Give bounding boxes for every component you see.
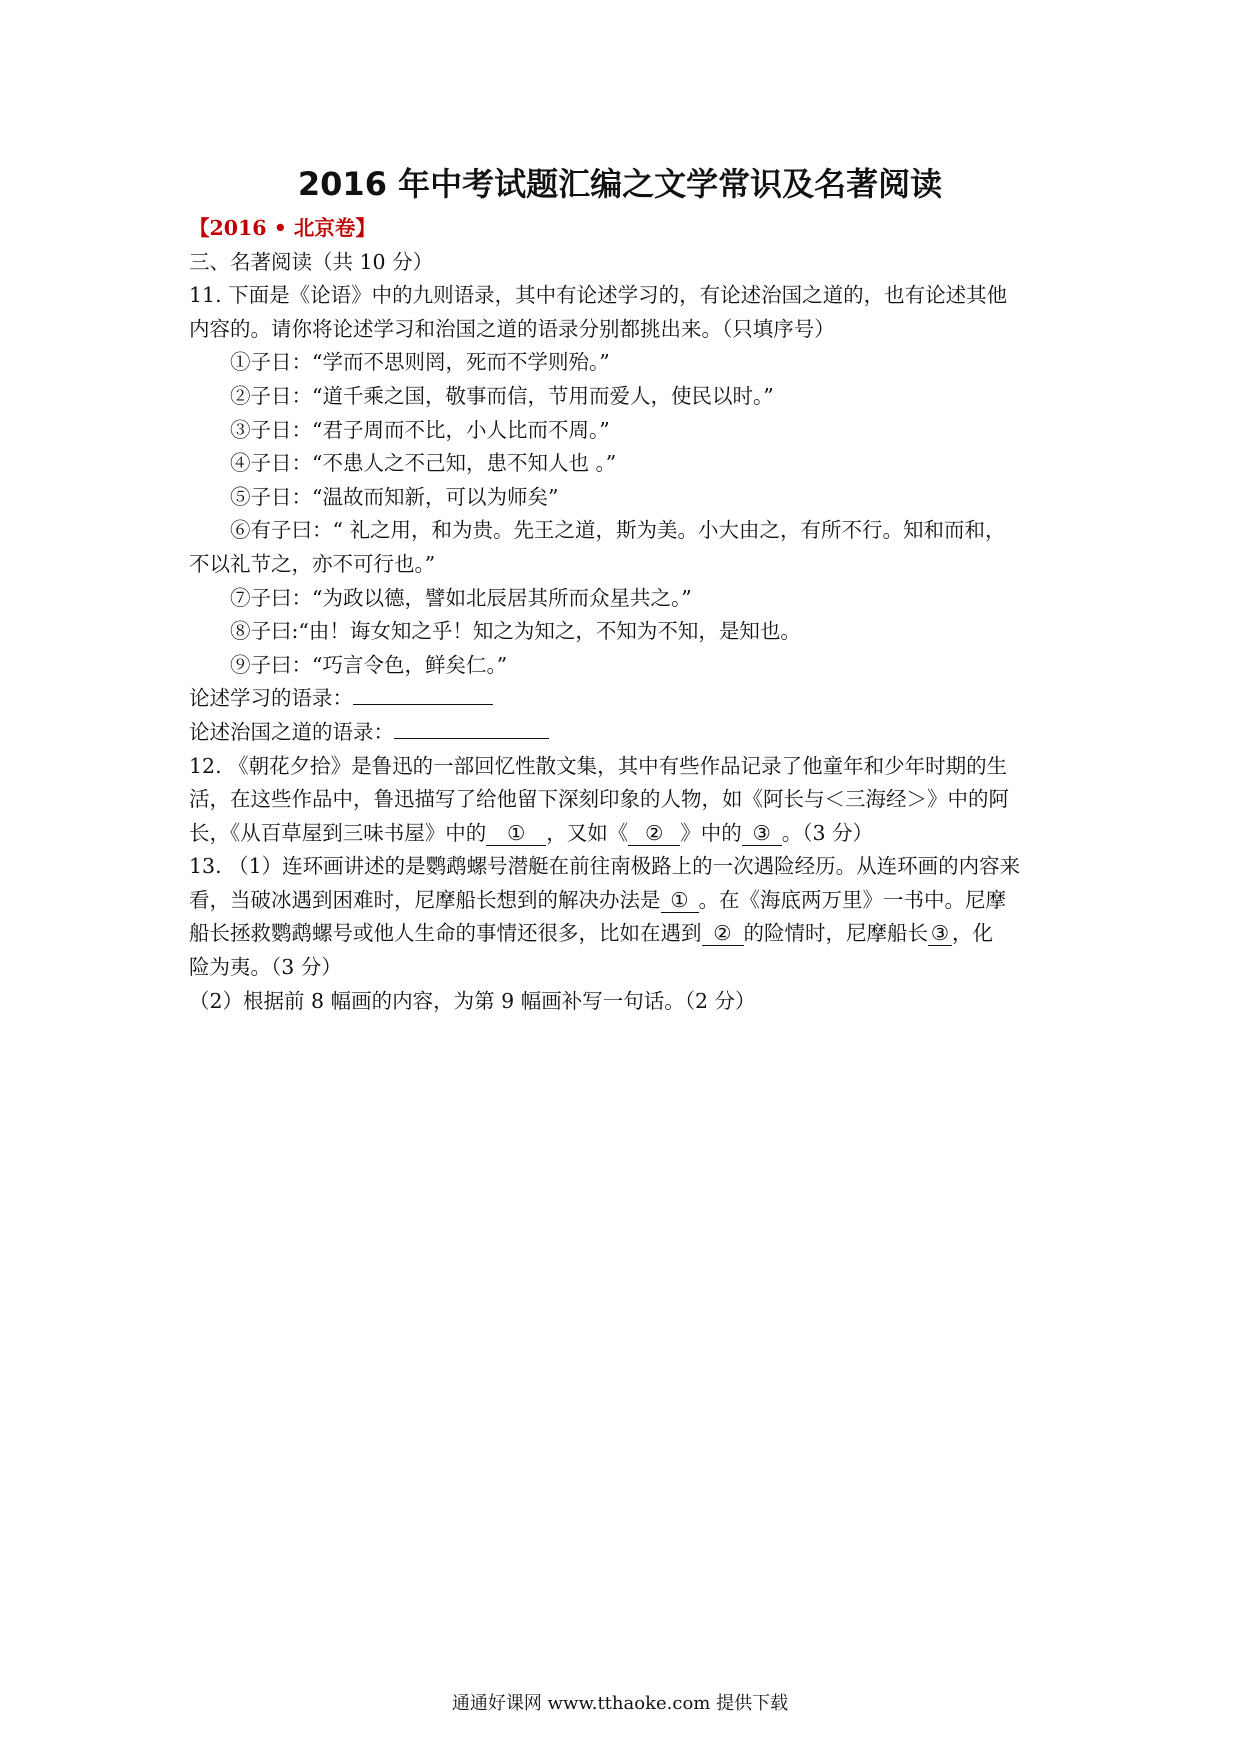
- q13-blank-3[interactable]: ③: [928, 921, 952, 946]
- q11-answer-study-row: [189, 682, 1061, 716]
- q12-blank-3[interactable]: ③: [742, 821, 782, 846]
- q11-answer-study-label: 论述学习的语录：: [189, 686, 353, 711]
- q13-line4: 险为夷。（3 分）: [189, 955, 342, 980]
- page-title: 2016 年中考试题汇编之文学常识及名著阅读: [297, 165, 943, 203]
- q12-text-c: 》中的: [680, 820, 742, 845]
- q11-quote-6: ⑥有子曰：“ 礼之用，和为贵。先王之道，斯为美。小大由之，有所不行。知和而和，: [230, 518, 1006, 543]
- q13-blank-2[interactable]: ②: [702, 921, 744, 946]
- q11-quote-1: ①子日：“学而不思则罔，死而不学则殆。”: [230, 350, 610, 375]
- q13-blank-1[interactable]: ①: [661, 888, 699, 913]
- q11-quote-5: ⑤子日：“温故而知新，可以为师矣”: [230, 484, 559, 509]
- q12-text-b: ，又如《: [546, 820, 629, 845]
- q13-text-3a: 船长拯救鹦鹉螺号或他人生命的事情还很多，比如在遇到: [189, 921, 702, 946]
- q13-line1: 13. （1）连环画讲述的是鹦鹉螺号潜艇在前往南极路上的一次遇险经历。从连环画的内容来: [189, 854, 1021, 879]
- q12-line1: 12. 《朝花夕拾》是鲁迅的一部回忆性散文集，其中有些作品记录了他童年和少年时期的生: [189, 753, 1008, 778]
- q13-line2: [189, 884, 1061, 918]
- q13-part2: （2）根据前 8 幅画的内容，为第 9 幅画补写一句话。（2 分）: [189, 988, 756, 1013]
- q11-quote-6-cont: 不以礼节之，亦不可行也。”: [189, 551, 436, 576]
- q11-answer-govern-label: 论述治国之道的语录：: [189, 719, 394, 744]
- q11-answer-study-blank[interactable]: [353, 682, 493, 705]
- document-body: [189, 212, 1061, 1018]
- q12-text-a: 长，《从百草屋到三味书屋》中的: [189, 820, 487, 845]
- q13-line3: [189, 917, 1061, 951]
- q13-text-3c: ，化: [952, 921, 993, 946]
- q13-text-3b: 的险情时，尼摩船长: [743, 921, 928, 946]
- q11-answer-govern-blank[interactable]: [394, 716, 549, 739]
- q11-quote-2: ②子日：“道千乘之国，敬事而信，节用而爱人，使民以时。”: [230, 383, 774, 408]
- q12-line3: [189, 817, 1061, 851]
- section-heading: 三、名著阅读（共 10 分）: [189, 249, 434, 274]
- q11-prompt-line2: 内容的。请你将论述学习和治国之道的语录分别都挑出来。（只填序号）: [189, 316, 835, 341]
- q12-line2: 活，在这些作品中，鲁迅描写了给他留下深刻印象的人物，如《阿长与＜三海经＞》中的阿: [189, 787, 1009, 812]
- q11-quote-8: ⑧子曰:“由！诲女知之乎！知之为知之，不知为不知，是知也。: [230, 619, 801, 644]
- q12-blank-2[interactable]: ②: [628, 821, 680, 846]
- q11-quote-9: ⑨子曰：“巧言令色，鲜矣仁。”: [230, 652, 508, 677]
- q12-text-d: 。（3 分）: [781, 820, 874, 845]
- section-tag: 【2016 • 北京卷】: [189, 216, 376, 240]
- q13-text-2b: 。在《海底两万里》一书中。尼摩: [698, 887, 1006, 912]
- page-footer: 通通好课网 www.tthaoke.com 提供下载: [451, 1693, 789, 1714]
- q11-answer-govern-row: [189, 716, 1061, 750]
- q11-quote-7: ⑦子曰：“为政以德，譬如北辰居其所而众星共之。”: [230, 585, 692, 610]
- q13-text-2a: 看，当破冰遇到困难时，尼摩船长想到的解决办法是: [189, 887, 661, 912]
- q11-prompt-line1: 11. 下面是《论语》中的九则语录，其中有论述学习的，有论述治国之道的，也有论述其他: [189, 283, 1008, 308]
- q12-blank-1[interactable]: ①: [486, 821, 546, 846]
- q11-quote-4: ④子日：“不患人之不己知，患不知人也 。”: [230, 451, 617, 476]
- q11-quote-3: ③子日：“君子周而不比，小人比而不周。”: [230, 417, 610, 442]
